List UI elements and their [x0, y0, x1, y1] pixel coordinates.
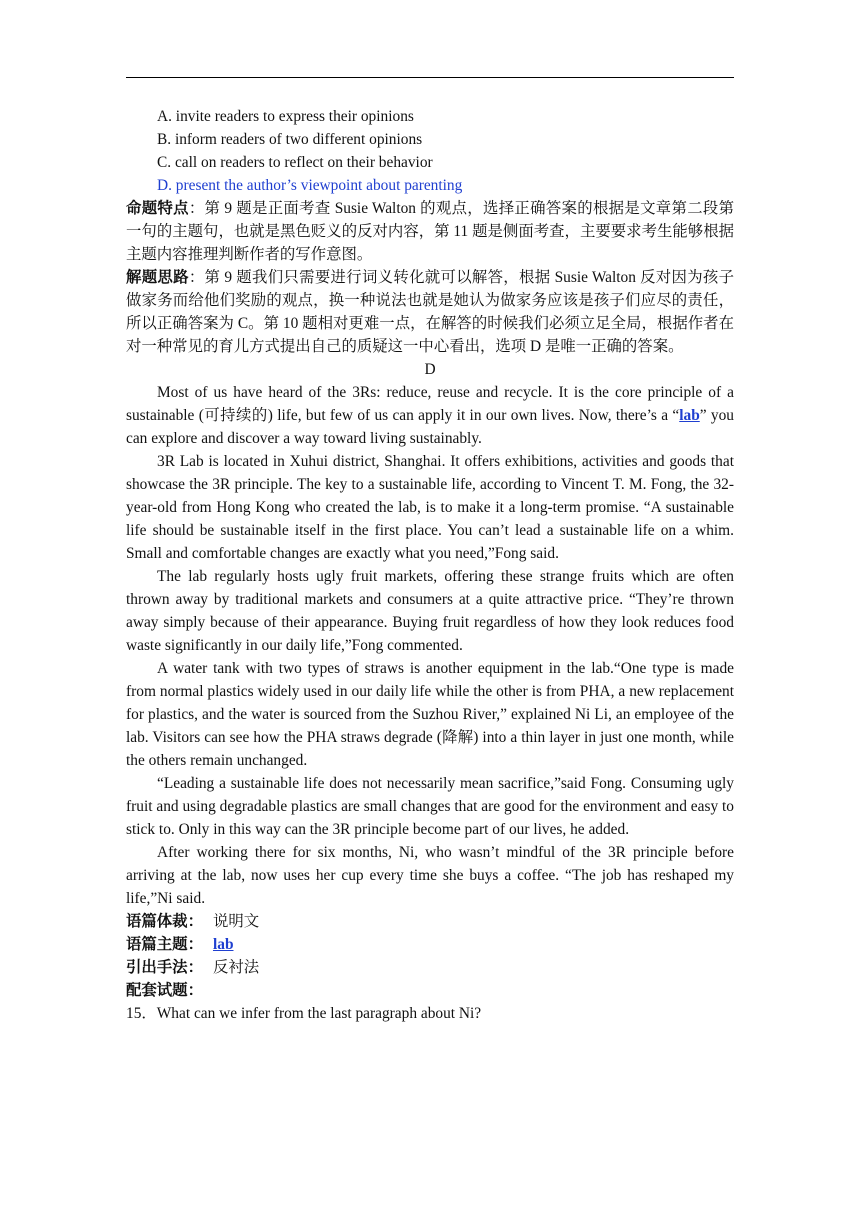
- meta-questions-label: 配套试题：: [126, 982, 203, 999]
- approach-text: ：第 9 题我们只需要进行词义转化就可以解答，根据 Susie Walton 反对因为孩子做家务而给他们奖励的观点，换一种说法也就是她认为做家务应该是孩子们应尽的责任，所以正确答案为 C。第 10 题相对更难一点，在解答的时候我们必须立足全局，根据作者在对一种常见的育儿方式提出自己的质疑这一中心看出，选项 D 是唯一正确的答案。: [126, 269, 734, 355]
- section-letter: D: [424, 361, 436, 378]
- theme-label: 语篇主题：: [126, 936, 203, 953]
- theme-link[interactable]: lab: [212, 936, 234, 953]
- genre-value: 说明文: [212, 913, 260, 930]
- passage-paragraph-1: [126, 381, 734, 450]
- option-b: B. inform readers of two different opinions: [157, 131, 423, 148]
- passage-paragraph-6: After working there for six months, Ni, who wasn’t mindful of the 3R principle before arriving at the lab, now uses her cup every time she buys a coffee. “The job has reshaped my life,”Ni said.: [126, 844, 734, 907]
- meta-theme: [126, 933, 734, 956]
- option-c: C. call on readers to reflect on their behavior: [157, 154, 433, 171]
- analysis-features: [126, 197, 734, 266]
- features-text: ：第 9 题是正面考查 Susie Walton 的观点，选择正确答案的根据是文章第二段第一句的主题句，也就是黑色贬义的反对内容，第 11 题是侧面考查，主要要求考生能够根据主题内容推理判断作者的写作意图。: [126, 200, 734, 263]
- features-label: 命题特点: [126, 200, 189, 217]
- option-d-answer: D. present the author’s viewpoint about parenting: [157, 177, 463, 194]
- meta-method: [126, 956, 734, 979]
- header-rule: [126, 77, 734, 78]
- passage-paragraph-5: “Leading a sustainable life does not necessarily mean sacrifice,”said Fong. Consuming ugly fruit and using degradable plastics are small changes that are good for the environment and easy to stick to. Only in this way can the 3R principle become part of our lives, he added.: [126, 775, 734, 838]
- p1-text-a: Most of us have heard of the 3Rs: reduce, reuse and recycle. It is the core principle of a sustainable (可持续的) life, but few of us can apply it in our own lives. Now, there’s a “: [126, 384, 734, 424]
- passage-paragraph-4: A water tank with two types of straws is another equipment in the lab.“One type is made from normal plastics widely used in our daily life while the other is from PHA, a new replacement for plastics, and the water is sourced from the Suzhou River,” explained Ni Li, an employee of the lab. Visitors can see how the PHA straws degrade (降解) into a thin layer in just one month, while the others remain unchanged.: [126, 660, 734, 769]
- option-a: A. invite readers to express their opinions: [157, 108, 414, 125]
- analysis-approach: [126, 266, 734, 358]
- approach-label: 解题思路: [126, 269, 189, 286]
- p1-text-b: ” you can explore and discover a way toward living sustainably.: [126, 407, 734, 447]
- method-label: 引出手法：: [126, 959, 203, 976]
- method-value: 反衬法: [212, 959, 260, 976]
- passage-paragraph-2: 3R Lab is located in Xuhui district, Shanghai. It offers exhibitions, activities and goods that showcase the 3R principle. The key to a sustainable life, according to Vincent T. M. Fong, the 32-year-old from Hong Kong who created the lab, is to make it a long-term promise. “A sustainable life should be sustainable itself in the first place. You can’t lead a sustainable life on a whim. Small and comfortable changes are exactly what you need,”Fong said.: [126, 453, 734, 562]
- genre-label: 语篇体裁：: [126, 913, 203, 930]
- question-15: 15．What can we infer from the last paragraph about Ni?: [126, 1005, 482, 1022]
- passage-paragraph-3: The lab regularly hosts ugly fruit markets, offering these strange fruits which are often thrown away by traditional markets and consumers at a quite attractive price. “They’re thrown away simply because of their appearance. Buying fruit regardless of how they look reduces food waste significantly in our daily life,”Fong commented.: [126, 568, 734, 654]
- lab-link[interactable]: lab: [679, 407, 700, 424]
- document-body: [126, 105, 734, 1025]
- meta-genre: [126, 910, 734, 933]
